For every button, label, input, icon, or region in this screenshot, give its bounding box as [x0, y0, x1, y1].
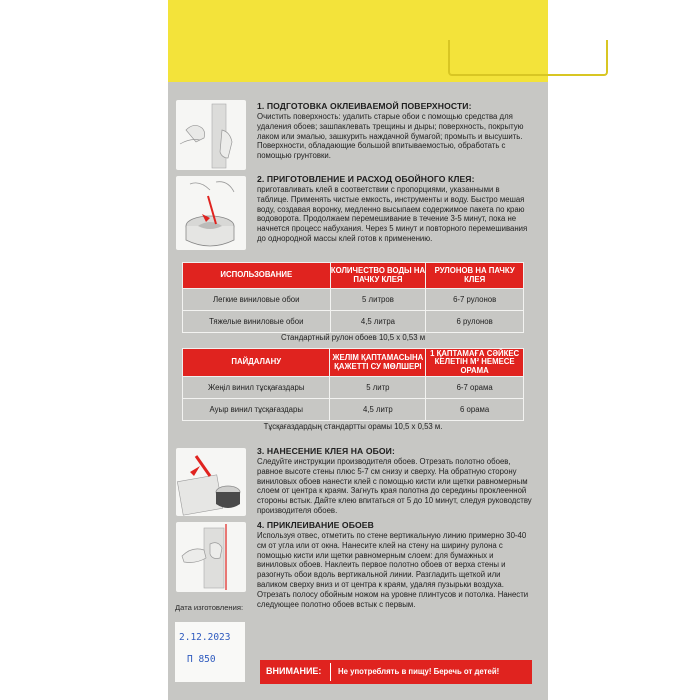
warning-label: ВНИМАНИЕ: — [266, 666, 322, 676]
table-header-row — [183, 349, 524, 377]
section-title: 1. ПОДГОТОВКА ОКЛЕИВАЕМОЙ ПОВЕРХНОСТИ: — [257, 101, 472, 111]
table-row — [183, 399, 524, 421]
table-row — [183, 311, 524, 333]
table-cell: 4,5 литр — [330, 399, 426, 421]
package-flap — [168, 0, 548, 82]
table-cell: 6-7 рулонов — [426, 289, 524, 311]
warning-divider — [330, 663, 331, 681]
table-note-ru: Стандартный рулон обоев 10,5 х 0,53 м — [280, 333, 426, 342]
section-text: Очистить поверхность: удалить старые обои с помощью средства для удаления обоев; зашпаклевать трещины и дыры; поверхность, покрытую лаком или эмалью, зашкурить наждачной бумагой; промыть и высушить. Поверхности, обладающие большой впитываемостью, обработать с помощью грунтовки. — [257, 112, 524, 161]
manufacture-date-label: Дата изготовления: — [175, 603, 244, 612]
table-cell: Тяжелые виниловые обои — [183, 311, 331, 333]
table-cell: Ауыр винил тұсқағаздары — [183, 399, 330, 421]
section-text: приготавливать клей в соответствии с пропорциями, указанными в таблице. Применять чистые емкость, инструменты и воду. Быстро мешая воду, создавая воронку, медленно высыпаем содержимое пакета по краю водоворота. Продолжаем перемешивание в течение 3-5 минут, пока не начнется процесс набухания. Через 5 минут и повторного перемешивания до однородной массы клей готов к применению. — [257, 185, 528, 243]
table-cell: 6 рулонов — [426, 311, 524, 333]
section-title: 4. ПРИКЛЕИВАНИЕ ОБОЕВ — [257, 520, 374, 530]
wall-cleaning-illustration — [176, 100, 246, 170]
section-surface-preparation — [257, 101, 532, 161]
flap-tab — [448, 40, 608, 76]
section-text: Используя отвес, отметить по стене вертикальную линию примерно 30-40 см от угла или от окна. Нанесите клей на стену на ширину рулона с помощью кисти или щетки равномерным слоем: для бумажных и виниловых обоев. Наклеить первое полотно обоев от верха стены и разогнуть обои вдоль вертикальной линии. Разгладить щеткой или валиком сверху вниз и от центра к краям, удаляя пузырьки воздуха. Отрезать полосу обойным ножом на уровне плинтусов и потолка. Нанести следующее полотно обоев встык с первым. — [257, 531, 529, 609]
table-cell: 6 орама — [426, 399, 524, 421]
section-glue-applying — [257, 446, 532, 516]
warning-text: Не употреблять в пищу! Беречь от детей! — [338, 667, 500, 676]
header-rolls: 1 ҚАПТАМАҒА СӘЙКЕС КЕЛЕТІН М² НЕМЕСЕ ОРАМА — [426, 349, 524, 377]
table-header-row — [183, 263, 524, 289]
header-rolls: РУЛОНОВ НА ПАЧКУ КЛЕЯ — [426, 263, 524, 289]
wallpaper-hanging-illustration — [176, 522, 246, 592]
section-text: Следуйте инструкции производителя обоев. Отрезать полотно обоев, равное высоте стены плюс 5-7 см снизу и сверху. На обратную сторону виниловых обоев нанести клей с помощью кисти или щетки равномерным слоем от центра к краям. Загнуть края полотна до середины проклеенной стороны встык. Дайте клею впитаться от 5 до 10 минут, следуя руководству производителя обоев. — [257, 457, 532, 515]
header-usage: ПАЙДАЛАНУ — [183, 349, 330, 377]
glue-mixing-illustration — [176, 176, 246, 250]
header-water-amount: КОЛИЧЕСТВО ВОДЫ НА ПАЧКУ КЛЕЯ — [330, 263, 426, 289]
stamp-lot: П 850 — [187, 654, 216, 665]
table-note-kz: Тұсқағаздардың стандартты орамы 10,5 х 0,53 м. — [263, 422, 443, 431]
glue-applying-illustration — [176, 448, 246, 516]
section-glue-preparation — [257, 174, 532, 244]
usage-table-kz — [182, 348, 524, 421]
header-usage: ИСПОЛЬЗОВАНИЕ — [183, 263, 331, 289]
section-title: 2. ПРИГОТОВЛЕНИЕ И РАСХОД ОБОЙНОГО КЛЕЯ: — [257, 174, 475, 184]
table-cell: 5 литров — [330, 289, 426, 311]
table-cell: 5 литр — [330, 377, 426, 399]
table-row — [183, 377, 524, 399]
table-cell: 6-7 орама — [426, 377, 524, 399]
table-row — [183, 289, 524, 311]
usage-table-ru — [182, 262, 524, 333]
warning-bar — [260, 660, 532, 684]
date-stamp-box — [175, 622, 245, 682]
table-cell: Легкие виниловые обои — [183, 289, 331, 311]
section-wallpaper-hanging — [257, 520, 532, 609]
stamp-date: 2.12.2023 — [179, 632, 231, 643]
section-title: 3. НАНЕСЕНИЕ КЛЕЯ НА ОБОИ: — [257, 446, 395, 456]
table-cell: 4,5 литра — [330, 311, 426, 333]
header-water-amount: ЖЕЛІМ ҚАПТАМАСЫНА ҚАЖЕТТІ СУ МӨЛШЕРІ — [330, 349, 426, 377]
table-cell: Жеңіл винил тұсқағаздары — [183, 377, 330, 399]
